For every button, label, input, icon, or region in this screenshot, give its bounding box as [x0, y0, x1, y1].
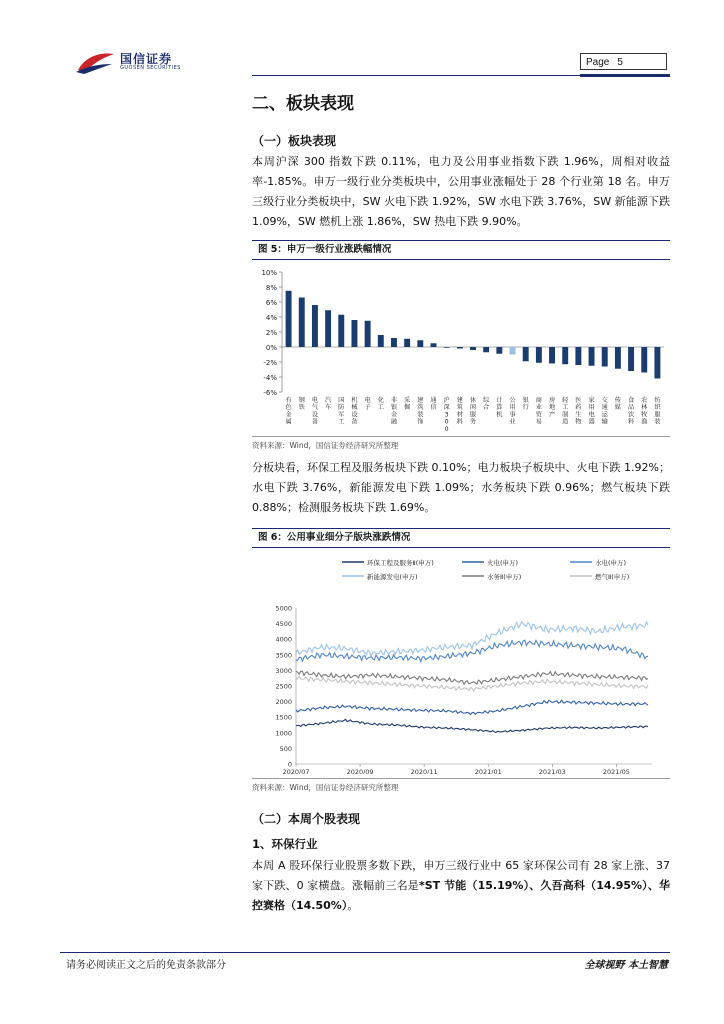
y-tick-label: -6% — [263, 389, 277, 397]
bar — [602, 347, 608, 367]
bar — [312, 305, 318, 347]
bar — [523, 347, 529, 361]
y-tick-label: -4% — [263, 374, 277, 382]
y-tick-label: -2% — [263, 359, 277, 367]
category-label: 医药生物 — [575, 397, 582, 426]
category-label: 商业贸易 — [535, 397, 542, 426]
y-tick-label: 1000 — [275, 729, 292, 738]
y-tick-label: 3000 — [275, 666, 292, 675]
y-tick-label: 6% — [265, 299, 277, 307]
series-line — [296, 640, 648, 661]
category-label: 公用事业 — [509, 397, 516, 426]
category-label: 纺织服装 — [654, 397, 661, 426]
bar — [365, 321, 371, 347]
page-header — [0, 0, 724, 80]
bar — [457, 347, 463, 349]
bar — [299, 298, 305, 348]
y-tick-label: 5000 — [275, 604, 292, 613]
bar — [470, 347, 476, 350]
bar — [417, 340, 423, 347]
bar — [549, 347, 555, 364]
legend-label: 水电(申万) — [595, 559, 627, 567]
category-label: 传媒 — [614, 397, 621, 412]
category-label: 家用电器 — [588, 397, 595, 426]
series-line — [296, 677, 648, 691]
x-tick-label: 2020/09 — [346, 768, 374, 774]
bar — [496, 347, 502, 354]
bar — [338, 315, 344, 347]
para3-text: 本周 A 股环保行业股票多数下跌，申万三级行业中 65 家环保公司有 28 家上涨、37 家下跌、0 家横盘。涨幅前三名是 — [252, 859, 670, 892]
figure5-title: 图 5：申万一级行业涨跌幅情况 — [252, 240, 670, 260]
logo-text-en: GUOSEN SECURITIES — [120, 65, 181, 71]
category-label: 非银金融 — [390, 397, 398, 426]
bar — [286, 291, 292, 347]
legend-label: 火电(申万) — [487, 559, 519, 567]
category-label: 银行 — [522, 397, 529, 412]
logo-text-cn: 国信证券 — [120, 52, 173, 66]
figure5-source: 资料来源：Wind，国信证券经济研究所整理 — [252, 436, 670, 454]
bar — [615, 347, 621, 369]
x-tick-label: 2020/07 — [282, 768, 310, 774]
paragraph-subsector: 分板块看，环保工程及服务板块下跌 0.10%；电力板块子板块中、火电下跌 1.92%；水电下跌 3.76%，新能源发电下跌 1.09%；水务板块下跌 0.96%；燃气板块下跌 0.88%；检测服务板块下跌 1.69%。 — [252, 461, 670, 514]
bar — [562, 347, 568, 364]
y-tick-label: 500 — [279, 744, 292, 753]
subsection-title-sector: （一）板块表现 — [252, 134, 337, 148]
category-label: 建筑材料 — [456, 397, 463, 426]
bar — [378, 335, 384, 347]
y-tick-label: 3500 — [275, 651, 292, 660]
bar — [510, 347, 516, 355]
footer-rule — [60, 952, 670, 953]
paragraph-env-stocks — [252, 856, 670, 916]
category-label: 机械设备 — [351, 397, 358, 426]
category-label: 房地产 — [548, 397, 556, 419]
page-indicator — [580, 53, 667, 70]
x-tick-label: 2020/11 — [410, 768, 438, 774]
category-label: 汽车 — [325, 397, 332, 412]
category-label: 国防军工 — [338, 397, 345, 426]
y-tick-label: 4000 — [275, 635, 292, 644]
paragraph-sector-overview: 本周沪深 300 指数下跌 0.11%，电力及公用事业指数下跌 1.96%，周相对收益率-1.85%。申万一级行业分类板块中，公用事业涨幅处于 28 个行业第 18 名。申万三级行业分类板块中，SW 火电下跌 1.92%，SW 水电下跌 3.76%，SW 新能源下跌 1.09%，SW 燃机上涨 1.86%，SW 热电下跌 9.90%。 — [252, 155, 670, 228]
bar — [431, 343, 437, 347]
guosen-logo-mark-icon — [76, 50, 116, 74]
y-tick-label: 0 — [287, 760, 292, 769]
bar — [444, 347, 450, 348]
x-tick-label: 2021/03 — [538, 768, 566, 774]
series-line — [296, 700, 648, 714]
category-label: 建筑装饰 — [417, 397, 424, 426]
y-tick-label: 2500 — [275, 682, 292, 691]
line-chart-utility-subsectors — [252, 548, 670, 774]
y-tick-label: 10% — [261, 269, 277, 277]
y-tick-label: 2% — [265, 329, 277, 337]
category-label: 休闲服务 — [469, 397, 477, 426]
category-label: 计算机 — [496, 397, 503, 419]
y-tick-label: 1500 — [275, 713, 292, 722]
y-tick-label: 4% — [265, 314, 277, 322]
bar — [351, 320, 357, 347]
y-tick-label: 4500 — [275, 620, 292, 629]
para3-top-stocks: *ST 节能（15.19%）、久吾高科（14.95%）、华控赛格（14.50%） — [252, 879, 671, 912]
footer-disclaimer: 请务必阅读正文之后的免责条款部分 — [66, 960, 226, 971]
y-tick-label: 2000 — [275, 698, 292, 707]
category-label: 通信 — [430, 397, 437, 412]
y-tick-label: 0% — [265, 344, 277, 352]
category-label: 沪深 3 0 0 — [443, 397, 450, 432]
para3-end: 。 — [347, 899, 359, 912]
guosen-logo — [76, 48, 186, 76]
series-line — [296, 622, 648, 656]
bar — [325, 310, 331, 347]
x-tick-label: 2021/05 — [602, 768, 630, 774]
category-label: 有色金属 — [285, 397, 292, 426]
subsection-title-stocks: （二）本周个股表现 — [252, 812, 361, 826]
section-title: 二、板块表现 — [252, 94, 354, 114]
category-label: 轻工制造 — [562, 397, 569, 426]
category-label: 食品饮料 — [627, 397, 635, 426]
bar — [575, 347, 581, 365]
page-number: 5 — [617, 57, 623, 68]
category-label: 电气设备 — [311, 397, 319, 426]
category-label: 电子 — [364, 397, 371, 412]
bar — [654, 347, 660, 379]
series-line — [296, 719, 648, 732]
page-label: Page — [586, 57, 610, 68]
category-label: 交通运输 — [601, 397, 608, 426]
figure6-source: 资料来源：Wind，国信证券经济研究所整理 — [252, 778, 670, 796]
bar — [589, 347, 595, 366]
bar — [628, 347, 634, 371]
header-rule-accent — [580, 74, 670, 77]
legend-label: 燃气Ⅱ(申万) — [595, 573, 630, 581]
bar — [404, 339, 410, 347]
bar — [536, 347, 542, 363]
main-content — [252, 88, 670, 916]
bar-chart-sw-industries — [252, 260, 670, 432]
bar — [391, 338, 397, 347]
legend-label: 新能源发电(申万) — [367, 573, 418, 581]
x-tick-label: 2021/01 — [474, 768, 502, 774]
bar — [483, 347, 489, 352]
figure6-title: 图 6：公用事业细分子版块涨跌情况 — [252, 528, 670, 548]
legend-label: 水务Ⅱ(申万) — [487, 573, 522, 581]
category-label: 综合 — [483, 397, 490, 412]
legend-label: 环保工程及服务Ⅱ(申万) — [367, 559, 434, 567]
y-tick-label: 8% — [265, 284, 277, 292]
subsection-title-env: 1、环保行业 — [252, 837, 318, 851]
category-label: 钢铁 — [298, 397, 305, 412]
footer-slogan: 全球视野 本土智慧 — [584, 960, 668, 971]
bar — [641, 347, 647, 373]
category-label: 农林牧渔 — [641, 397, 648, 426]
category-label: 采掘 — [404, 397, 411, 412]
category-label: 化工 — [377, 397, 384, 412]
